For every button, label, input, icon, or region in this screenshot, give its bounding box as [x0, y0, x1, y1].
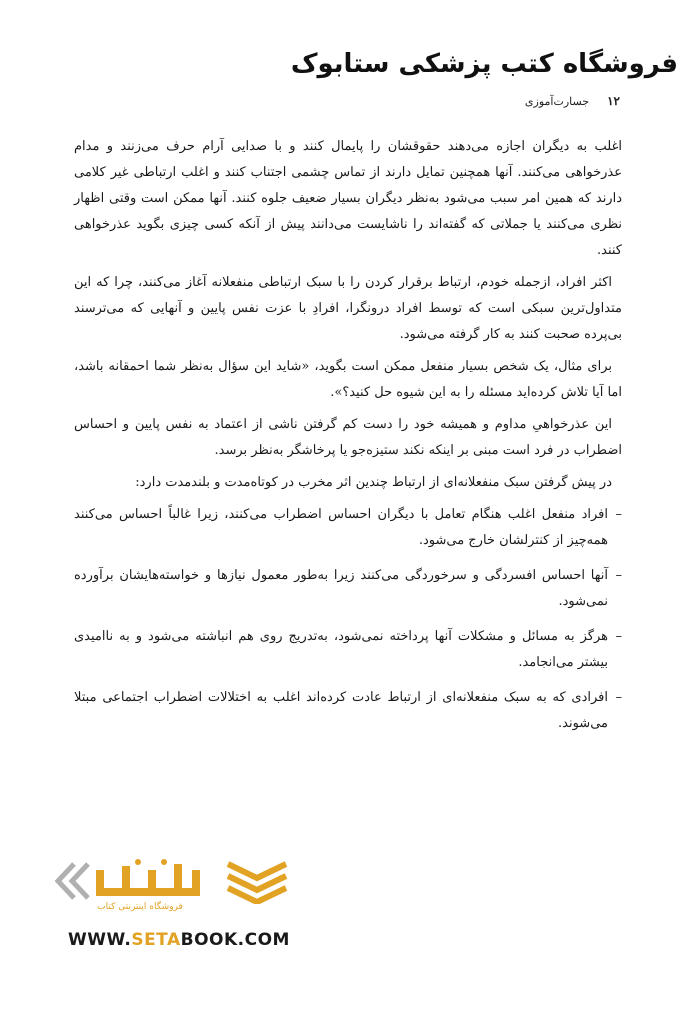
bullet-marker: – — [615, 690, 622, 705]
page-number: ۱۲ — [607, 94, 620, 108]
logo-graphic — [52, 858, 312, 904]
bullet-text: آنها احساس افسردگی و سرخوردگی می‌کنند زیرا به‌طور معمول نیازها و خواسته‌هایشان برآورده نمی‌شود. — [74, 568, 608, 609]
running-title: جسارت‌آموزی — [524, 95, 590, 108]
page-title: فروشگاه کتب پزشکی ستابوک — [290, 49, 678, 79]
paragraph: اکثر افراد، ازجمله خودم، ارتباط برقرار کردن را با سبک ارتباطی منفعلانه آغاز می‌کنند، چرا که این متداول‌ترین سبکی است که توسط افراد درونگرا، افرادِ با عزت نفس پایین و آنهایی که می‌ترسند بی‌پرده صحبت کنند به کار گرفته می‌شود. — [74, 275, 622, 342]
bullet-text: افرادی که به سبک منفعلانه‌ای از ارتباط عادت کرده‌اند اغلب به اختلالات اضطراب اجتماعی مبتلا می‌شوند. — [74, 690, 608, 731]
bullet-item — [74, 624, 622, 676]
website-prefix: WWW. — [68, 930, 132, 950]
paragraph: این عذرخواهیِ مداوم و همیشه خود را دست کم گرفتن ناشی از اعتماد به نفس پایین و احساس اضطراب در فرد است مبنی بر اینکه نکند ستیزه‌جو یا پرخاشگر به‌نظر برسد. — [74, 417, 622, 458]
website-suffix: BOOK.COM — [180, 930, 290, 950]
bullet-item — [74, 502, 622, 554]
body-text — [74, 134, 622, 746]
bullet-marker: – — [615, 629, 622, 644]
bullet-text: هرگز به مسائل و مشکلات آنها پرداخته نمی‌شود، به‌تدریج روی هم انباشته می‌شود و به ناامیدی بیشتر می‌انجامد. — [74, 629, 608, 670]
bullet-list — [74, 502, 622, 737]
paragraph: برای مثال، یک شخص بسیار منفعل ممکن است بگوید، «شاید این سؤال به‌نظر شما احمقانه باشد، اما آیا تلاش کرده‌اید مسئله را به این شیوه حل کنید؟». — [74, 359, 622, 400]
stacked-chevrons-icon — [228, 864, 286, 902]
bullet-item — [74, 563, 622, 615]
logo-wordmark — [96, 859, 200, 896]
website-url[interactable] — [68, 930, 290, 950]
bullet-item — [74, 685, 622, 737]
paragraph: در پیش گرفتن سبک منفعلانه‌ای از ارتباط چندین اثر مخرب در کوتاه‌مدت و بلندمدت دارد: — [135, 475, 612, 490]
bullet-text: افراد منفعل اغلب هنگام تعامل با دیگران احساس اضطراب می‌کنند، زیرا غالباً احساس می‌کنند همه‌چیز از کنترلشان خارج می‌شود. — [74, 507, 608, 548]
double-angle-quote-icon — [58, 864, 88, 898]
logo-subtitle: فروشگاه اینترنتی کتاب — [97, 902, 183, 912]
running-head — [525, 94, 620, 108]
website-accent: SETA — [131, 930, 181, 950]
paragraph: اغلب به دیگران اجازه می‌دهند حقوقشان را پایمال کنند و با صدایی آرام حرف می‌زنند و مدام عذرخواهی می‌کنند. آنها همچنین تمایل دارند از تماس چشمی اجتناب کنند و اغلب ارتباطی غیر کلامی دارند که همین امر سبب می‌شود به‌نظر دیگران بسیار ضعیف جلوه کنند. آنها ممکن است وقتی اظهار نظری می‌کنند یا جملاتی که گفته‌اند را ناشایست می‌دانند پیش از آنکه کسی چیزی بگوید عذرخواهی کنند. — [74, 139, 622, 258]
bullet-marker: – — [615, 507, 622, 522]
bullet-marker: – — [615, 568, 622, 583]
